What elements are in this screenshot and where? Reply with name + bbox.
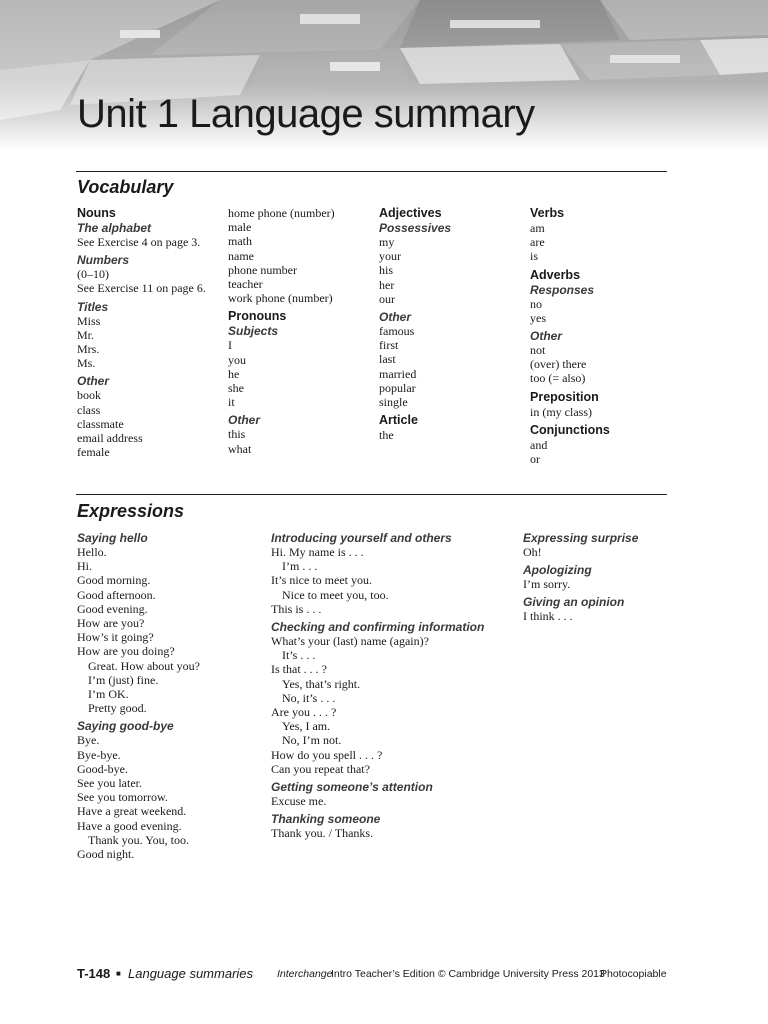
category-heading: Pronouns bbox=[228, 309, 287, 324]
subcategory-heading: Titles bbox=[77, 299, 109, 314]
list-item: See Exercise 11 on page 6. bbox=[77, 281, 206, 296]
list-item: What’s your (last) name (again)? bbox=[271, 634, 429, 649]
category-heading: Preposition bbox=[530, 389, 599, 404]
vocabulary-column-1 bbox=[77, 206, 227, 459]
list-item: class bbox=[77, 402, 101, 417]
page-number: T-148 bbox=[77, 966, 111, 981]
subcategory-heading: Possessives bbox=[379, 221, 452, 235]
list-item: yes bbox=[530, 310, 546, 325]
list-item: home phone (number) bbox=[228, 206, 335, 220]
list-item: book bbox=[77, 388, 101, 403]
list-item: our bbox=[379, 291, 395, 306]
list-item: (over) there bbox=[530, 357, 587, 372]
subcategory-heading: Numbers bbox=[77, 253, 130, 268]
subcategory-heading: Giving an opinion bbox=[523, 595, 625, 610]
list-item: what bbox=[228, 441, 252, 456]
list-item: Miss bbox=[77, 313, 101, 328]
list-item: am bbox=[530, 221, 545, 235]
subcategory-heading: Other bbox=[228, 413, 261, 428]
list-item: It’s nice to meet you. bbox=[271, 573, 372, 588]
list-item: it bbox=[228, 395, 235, 410]
response-item: I’m . . . bbox=[282, 559, 318, 574]
response-item: Yes, that’s right. bbox=[282, 676, 361, 691]
response-item: Great. How about you? bbox=[88, 658, 200, 673]
list-item: name bbox=[228, 248, 254, 263]
list-item: she bbox=[228, 381, 244, 396]
footer-photocopiable: Photocopiable bbox=[600, 968, 667, 980]
response-item: I’m (just) fine. bbox=[88, 672, 159, 687]
list-item: Hello. bbox=[77, 545, 107, 559]
list-item: Are you . . . ? bbox=[271, 705, 337, 720]
expressions-rule bbox=[76, 494, 667, 495]
footer-bullet: ■ bbox=[116, 969, 121, 978]
list-item: How’s it going? bbox=[77, 630, 154, 645]
expressions-column-3 bbox=[523, 531, 668, 624]
list-item: Bye-bye. bbox=[77, 747, 121, 762]
list-item: classmate bbox=[77, 416, 124, 431]
footer-book-title: Interchange bbox=[277, 968, 333, 980]
list-item: you bbox=[228, 352, 246, 367]
list-item: Good afternoon. bbox=[77, 587, 156, 602]
list-item: Good-bye. bbox=[77, 761, 128, 776]
list-item: no bbox=[530, 296, 542, 311]
list-item: and bbox=[530, 437, 548, 452]
list-item: teacher bbox=[228, 277, 263, 292]
list-item: email address bbox=[77, 431, 143, 446]
list-item: See you tomorrow. bbox=[77, 790, 168, 805]
list-item: Hi. bbox=[77, 559, 92, 574]
subcategory-heading: Getting someone’s attention bbox=[271, 780, 433, 795]
list-item: Is that . . . ? bbox=[271, 662, 327, 677]
list-item: Bye. bbox=[77, 733, 100, 748]
subcategory-heading: Saying hello bbox=[77, 531, 148, 545]
list-item: Good evening. bbox=[77, 601, 148, 616]
list-item: Oh! bbox=[523, 545, 542, 559]
subcategory-heading: Other bbox=[379, 310, 412, 325]
list-item: How do you spell . . . ? bbox=[271, 747, 383, 762]
list-item: not bbox=[530, 343, 546, 358]
vocabulary-column-4 bbox=[530, 206, 670, 466]
list-item: Ms. bbox=[77, 356, 96, 371]
page-footer bbox=[77, 966, 667, 988]
subcategory-heading: The alphabet bbox=[77, 221, 152, 235]
vocabulary-heading: Vocabulary bbox=[77, 177, 174, 197]
list-item: last bbox=[379, 352, 396, 367]
expressions-heading: Expressions bbox=[77, 501, 185, 521]
list-item: her bbox=[379, 277, 395, 292]
list-item: are bbox=[530, 235, 545, 250]
list-item: work phone (number) bbox=[228, 291, 333, 306]
list-item: this bbox=[228, 427, 246, 442]
expressions-column-2 bbox=[271, 531, 491, 840]
list-item: or bbox=[530, 452, 540, 467]
list-item: popular bbox=[379, 380, 416, 395]
subcategory-heading: Other bbox=[530, 329, 563, 344]
response-item: I’m OK. bbox=[88, 687, 129, 702]
subcategory-heading: Subjects bbox=[228, 324, 279, 339]
list-item: male bbox=[228, 220, 252, 235]
list-item: Have a great weekend. bbox=[77, 804, 187, 819]
category-heading: Article bbox=[379, 413, 418, 428]
subcategory-heading: Introducing yourself and others bbox=[271, 531, 452, 545]
vocabulary-column-2 bbox=[228, 206, 378, 456]
subcategory-heading: Thanking someone bbox=[271, 812, 381, 827]
list-item: (0–10) bbox=[77, 267, 109, 282]
subcategory-heading: Responses bbox=[530, 282, 595, 297]
footer-section-label: Language summaries bbox=[128, 966, 254, 981]
expressions-column-1 bbox=[77, 531, 267, 861]
footer-credit: Intro Teacher’s Edition © Cambridge University Press 2013 bbox=[331, 968, 605, 980]
response-item: Pretty good. bbox=[88, 701, 147, 716]
list-item: Thank you. / Thanks. bbox=[271, 826, 374, 841]
list-item: I’m sorry. bbox=[523, 577, 571, 592]
response-item: No, it’s . . . bbox=[282, 690, 336, 705]
subcategory-heading: Apologizing bbox=[523, 563, 592, 578]
response-item: Yes, I am. bbox=[282, 719, 331, 734]
list-item: in (my class) bbox=[530, 404, 592, 419]
category-heading: Verbs bbox=[530, 206, 565, 220]
list-item: Hi. My name is . . . bbox=[271, 545, 364, 559]
category-heading: Adjectives bbox=[379, 206, 442, 220]
list-item: female bbox=[77, 445, 110, 460]
list-item: I think . . . bbox=[523, 609, 573, 624]
list-item: This is . . . bbox=[271, 601, 322, 616]
list-item: famous bbox=[379, 324, 415, 339]
list-item: Excuse me. bbox=[271, 794, 327, 809]
list-item: he bbox=[228, 366, 240, 381]
list-item: math bbox=[228, 234, 252, 249]
list-item: is bbox=[530, 249, 539, 264]
list-item: Good morning. bbox=[77, 573, 151, 588]
subcategory-heading: Expressing surprise bbox=[523, 531, 639, 545]
list-item: married bbox=[379, 366, 417, 381]
list-item: the bbox=[379, 428, 394, 443]
response-item: Nice to meet you, too. bbox=[282, 587, 389, 602]
list-item: Good night. bbox=[77, 847, 135, 862]
list-item: See you later. bbox=[77, 776, 142, 791]
list-item: Mr. bbox=[77, 327, 95, 342]
list-item: my bbox=[379, 235, 395, 249]
response-item: No, I’m not. bbox=[282, 733, 342, 748]
list-item: See Exercise 4 on page 3. bbox=[77, 235, 201, 249]
list-item: phone number bbox=[228, 262, 297, 277]
response-item: It’s . . . bbox=[282, 648, 316, 663]
response-item: Thank you. You, too. bbox=[88, 832, 190, 847]
list-item: How are you doing? bbox=[77, 644, 175, 659]
category-heading: Adverbs bbox=[530, 267, 581, 282]
list-item: first bbox=[379, 338, 399, 353]
list-item: How are you? bbox=[77, 616, 145, 631]
list-item: too (= also) bbox=[530, 371, 586, 386]
category-heading: Conjunctions bbox=[530, 422, 610, 437]
list-item: I bbox=[228, 338, 232, 353]
vocabulary-column-3 bbox=[379, 206, 529, 442]
subcategory-heading: Other bbox=[77, 374, 110, 389]
category-heading: Nouns bbox=[77, 206, 116, 220]
subcategory-heading: Checking and confirming information bbox=[271, 620, 485, 635]
list-item: Can you repeat that? bbox=[271, 761, 370, 776]
list-item: Have a good evening. bbox=[77, 818, 182, 833]
list-item: single bbox=[379, 395, 408, 410]
list-item: your bbox=[379, 249, 401, 264]
subcategory-heading: Saying good-bye bbox=[77, 719, 174, 734]
list-item: his bbox=[379, 263, 394, 278]
page-title: Unit 1 Language summary bbox=[77, 92, 535, 136]
list-item: Mrs. bbox=[77, 342, 100, 357]
vocabulary-rule bbox=[76, 171, 667, 172]
